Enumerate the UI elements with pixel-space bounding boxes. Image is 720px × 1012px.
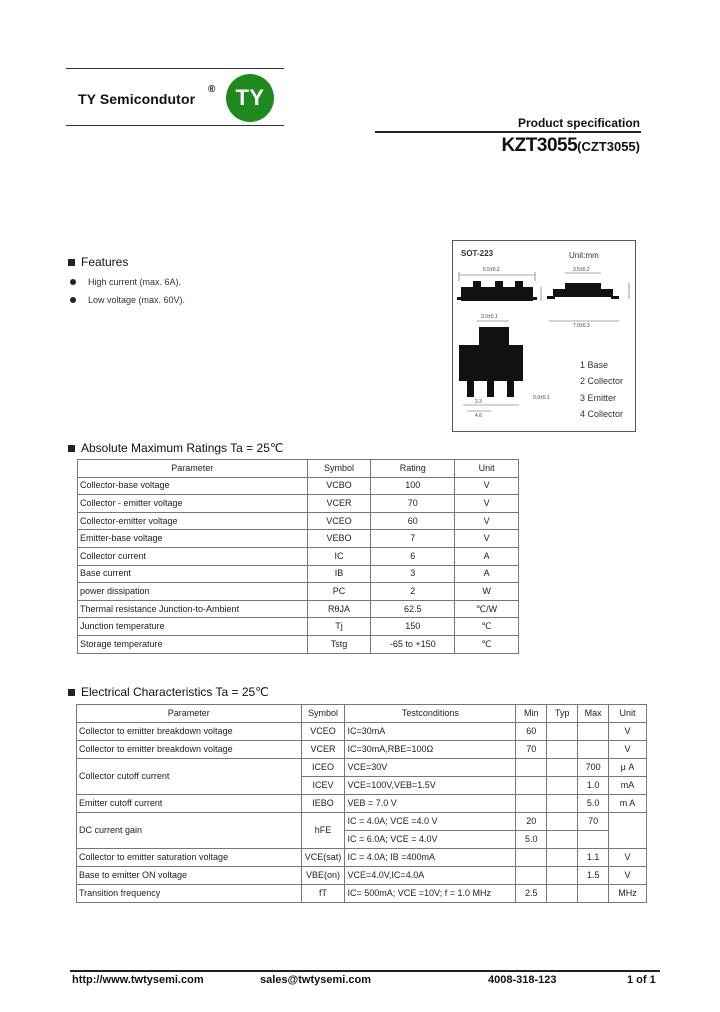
param-cell: Base current [78, 565, 308, 583]
min-cell: 70 [516, 741, 547, 759]
footer-page-number: 1 of 1 [627, 974, 656, 986]
unit-cell: mA [609, 777, 647, 795]
footer-email-link[interactable]: sales@twtysemi.com [260, 974, 371, 986]
rating-cell: 62.5 [371, 600, 455, 618]
pin-label: 1 Base [580, 360, 609, 370]
table-row [77, 813, 647, 831]
table-row [77, 723, 647, 741]
symbol-cell: Tj [307, 618, 371, 636]
symbol-cell: RθJA [307, 600, 371, 618]
registered-mark: ® [208, 84, 216, 95]
symbol-cell: fT [301, 885, 345, 903]
package-drawing [452, 240, 636, 432]
header-rule-top [66, 68, 284, 69]
column-header: Symbol [301, 705, 345, 723]
svg-text:6.5±0.2: 6.5±0.2 [483, 267, 500, 273]
elec-title: Electrical Characteristics Ta = 25℃ [81, 685, 269, 699]
elec-heading [68, 685, 269, 699]
param-cell: Storage temperature [78, 635, 308, 653]
min-cell: 5.0 [516, 831, 547, 849]
condition-cell: IC=30mA [345, 723, 516, 741]
symbol-cell: VCEO [307, 512, 371, 530]
column-header: Parameter [77, 705, 302, 723]
condition-cell: IC=30mA,RBE=100Ω [345, 741, 516, 759]
min-cell: 2.5 [516, 885, 547, 903]
unit-cell: V [455, 477, 519, 495]
unit-cell: V [609, 741, 647, 759]
rating-cell: 3 [371, 565, 455, 583]
param-cell: Collector-emitter voltage [78, 512, 308, 530]
min-cell [516, 867, 547, 885]
table-row [78, 583, 519, 601]
spec-rule [375, 131, 641, 133]
square-bullet-icon [68, 689, 75, 696]
param-cell: Collector to emitter saturation voltage [77, 849, 302, 867]
round-bullet-icon [70, 297, 76, 303]
column-header: Rating [371, 460, 455, 478]
unit-cell: V [455, 495, 519, 513]
condition-cell: VCE=4.0V,IC=4.0A [345, 867, 516, 885]
condition-cell: VEB = 7.0 V [345, 795, 516, 813]
table-row [78, 512, 519, 530]
min-cell [516, 849, 547, 867]
table-row [78, 547, 519, 565]
abs-max-title: Absolute Maximum Ratings Ta = 25℃ [81, 441, 284, 455]
param-cell: Junction temperature [78, 618, 308, 636]
condition-cell: IC = 6.0A; VCE = 4.0V [345, 831, 516, 849]
min-cell: 20 [516, 813, 547, 831]
package-unit: Unit:mm [569, 251, 599, 260]
package-outline-graphic [453, 241, 637, 433]
symbol-cell: VEBO [307, 530, 371, 548]
typ-cell [547, 831, 578, 849]
param-cell: Collector to emitter breakdown voltage [77, 723, 302, 741]
rating-cell: 7 [371, 530, 455, 548]
unit-cell: ℃ [455, 618, 519, 636]
pin-label: 4 Collector [580, 409, 624, 419]
square-bullet-icon [68, 445, 75, 452]
param-cell: DC current gain [77, 813, 302, 849]
footer-website-link[interactable]: http://www.twtysemi.com [72, 974, 204, 986]
company-logo [226, 74, 274, 122]
rating-cell: 6 [371, 547, 455, 565]
symbol-cell: VBE(on) [301, 867, 345, 885]
footer-phone: 4008-318-123 [488, 974, 557, 986]
max-cell [578, 885, 609, 903]
unit-cell: V [455, 530, 519, 548]
feature-item [70, 295, 185, 305]
unit-cell: V [609, 849, 647, 867]
elec-table [76, 704, 647, 903]
unit-cell: A [455, 547, 519, 565]
max-cell: 1.1 [578, 849, 609, 867]
unit-cell: W [455, 583, 519, 601]
symbol-cell: ICEV [301, 777, 345, 795]
feature-text: High current (max. 6A). [88, 277, 182, 287]
symbol-cell: PC [307, 583, 371, 601]
package-name: SOT-223 [461, 249, 494, 258]
symbol-cell: IB [307, 565, 371, 583]
symbol-cell: Tstg [307, 635, 371, 653]
rating-cell: 70 [371, 495, 455, 513]
table-row [78, 618, 519, 636]
param-cell: Emitter-base voltage [78, 530, 308, 548]
svg-text:0.9±0.1: 0.9±0.1 [533, 395, 550, 401]
rating-cell: 2 [371, 583, 455, 601]
table-row [77, 885, 647, 903]
company-name: TY Semicondutor [78, 91, 196, 107]
max-cell: 5.0 [578, 795, 609, 813]
table-row [77, 741, 647, 759]
table-row [78, 635, 519, 653]
svg-text:7.0±0.3: 7.0±0.3 [573, 323, 590, 329]
table-header-row [77, 705, 647, 723]
condition-cell: IC = 4.0A; VCE =4.0 V [345, 813, 516, 831]
logo-text: TY [235, 85, 265, 110]
unit-cell: V [455, 512, 519, 530]
typ-cell [547, 867, 578, 885]
typ-cell [547, 741, 578, 759]
part-number [501, 135, 640, 157]
svg-text:4.6: 4.6 [475, 413, 482, 419]
spec-label: Product specification [517, 116, 640, 130]
unit-cell: V [609, 867, 647, 885]
part-number-alt: (CZT3055) [577, 139, 640, 154]
column-header: Min [516, 705, 547, 723]
unit-cell: μ A [609, 759, 647, 777]
unit-cell: m A [609, 795, 647, 813]
param-cell: Emitter cutoff current [77, 795, 302, 813]
condition-cell: IC = 4.0A; IB =400mA [345, 849, 516, 867]
column-header: Symbol [307, 460, 371, 478]
symbol-cell: IEBO [301, 795, 345, 813]
max-cell: 70 [578, 813, 609, 831]
max-cell: 1.5 [578, 867, 609, 885]
symbol-cell: IC [307, 547, 371, 565]
typ-cell [547, 813, 578, 831]
round-bullet-icon [70, 279, 76, 285]
min-cell [516, 777, 547, 795]
table-row [77, 849, 647, 867]
min-cell: 60 [516, 723, 547, 741]
typ-cell [547, 885, 578, 903]
unit-cell: A [455, 565, 519, 583]
param-cell: Collector to emitter breakdown voltage [77, 741, 302, 759]
footer-rule [70, 970, 660, 972]
max-cell: 1.0 [578, 777, 609, 795]
symbol-cell: hFE [301, 813, 345, 849]
rating-cell: -65 to +150 [371, 635, 455, 653]
table-row [78, 495, 519, 513]
table-row [78, 600, 519, 618]
square-bullet-icon [68, 259, 75, 266]
condition-cell: VCE=100V,VEB=1.5V [345, 777, 516, 795]
typ-cell [547, 723, 578, 741]
features-heading [68, 255, 128, 269]
column-header: Max [578, 705, 609, 723]
param-cell: Collector-base voltage [78, 477, 308, 495]
svg-text:3.5±0.2: 3.5±0.2 [573, 267, 590, 273]
table-row [78, 565, 519, 583]
condition-cell: VCE=30V [345, 759, 516, 777]
table-row [78, 477, 519, 495]
typ-cell [547, 777, 578, 795]
max-cell [578, 723, 609, 741]
param-cell: power dissipation [78, 583, 308, 601]
unit-cell: ℃/W [455, 600, 519, 618]
param-cell: Thermal resistance Junction-to-Ambient [78, 600, 308, 618]
table-row [77, 867, 647, 885]
symbol-cell: VCBO [307, 477, 371, 495]
svg-text:3.0±0.1: 3.0±0.1 [481, 314, 498, 320]
symbol-cell: VCER [307, 495, 371, 513]
column-header: Parameter [78, 460, 308, 478]
abs-max-heading [68, 441, 283, 455]
min-cell [516, 795, 547, 813]
table-row [77, 795, 647, 813]
header-rule-bottom [66, 125, 284, 126]
symbol-cell: VCER [301, 741, 345, 759]
param-cell: Transition frequency [77, 885, 302, 903]
rating-cell: 60 [371, 512, 455, 530]
max-cell [578, 741, 609, 759]
max-cell [578, 831, 609, 849]
pin-label: 2 Collector [580, 376, 624, 386]
table-row [78, 530, 519, 548]
unit-cell [609, 813, 647, 849]
typ-cell [547, 795, 578, 813]
min-cell [516, 759, 547, 777]
part-number-main: KZT3055 [501, 135, 578, 156]
typ-cell [547, 759, 578, 777]
unit-cell: V [609, 723, 647, 741]
column-header: Unit [455, 460, 519, 478]
rating-cell: 150 [371, 618, 455, 636]
table-header-row [78, 460, 519, 478]
column-header: Unit [609, 705, 647, 723]
max-cell: 700 [578, 759, 609, 777]
param-cell: Collector current [78, 547, 308, 565]
column-header: Testconditions [345, 705, 516, 723]
symbol-cell: VCE(sat) [301, 849, 345, 867]
typ-cell [547, 849, 578, 867]
symbol-cell: VCEO [301, 723, 345, 741]
feature-text: Low voltage (max. 60V). [88, 295, 186, 305]
abs-max-table [77, 459, 519, 654]
symbol-cell: ICEO [301, 759, 345, 777]
param-cell: Base to emitter ON voltage [77, 867, 302, 885]
features-title: Features [81, 255, 129, 269]
column-header: Typ [547, 705, 578, 723]
pin-label: 3 Emitter [580, 393, 617, 403]
svg-text:2.3: 2.3 [475, 399, 482, 405]
feature-item [70, 277, 181, 287]
table-row [77, 759, 647, 777]
condition-cell: IC= 500mA; VCE =10V; f = 1.0 MHz [345, 885, 516, 903]
param-cell: Collector - emitter voltage [78, 495, 308, 513]
param-cell: Collector cutoff current [77, 759, 302, 795]
rating-cell: 100 [371, 477, 455, 495]
unit-cell: ℃ [455, 635, 519, 653]
unit-cell: MHz [609, 885, 647, 903]
